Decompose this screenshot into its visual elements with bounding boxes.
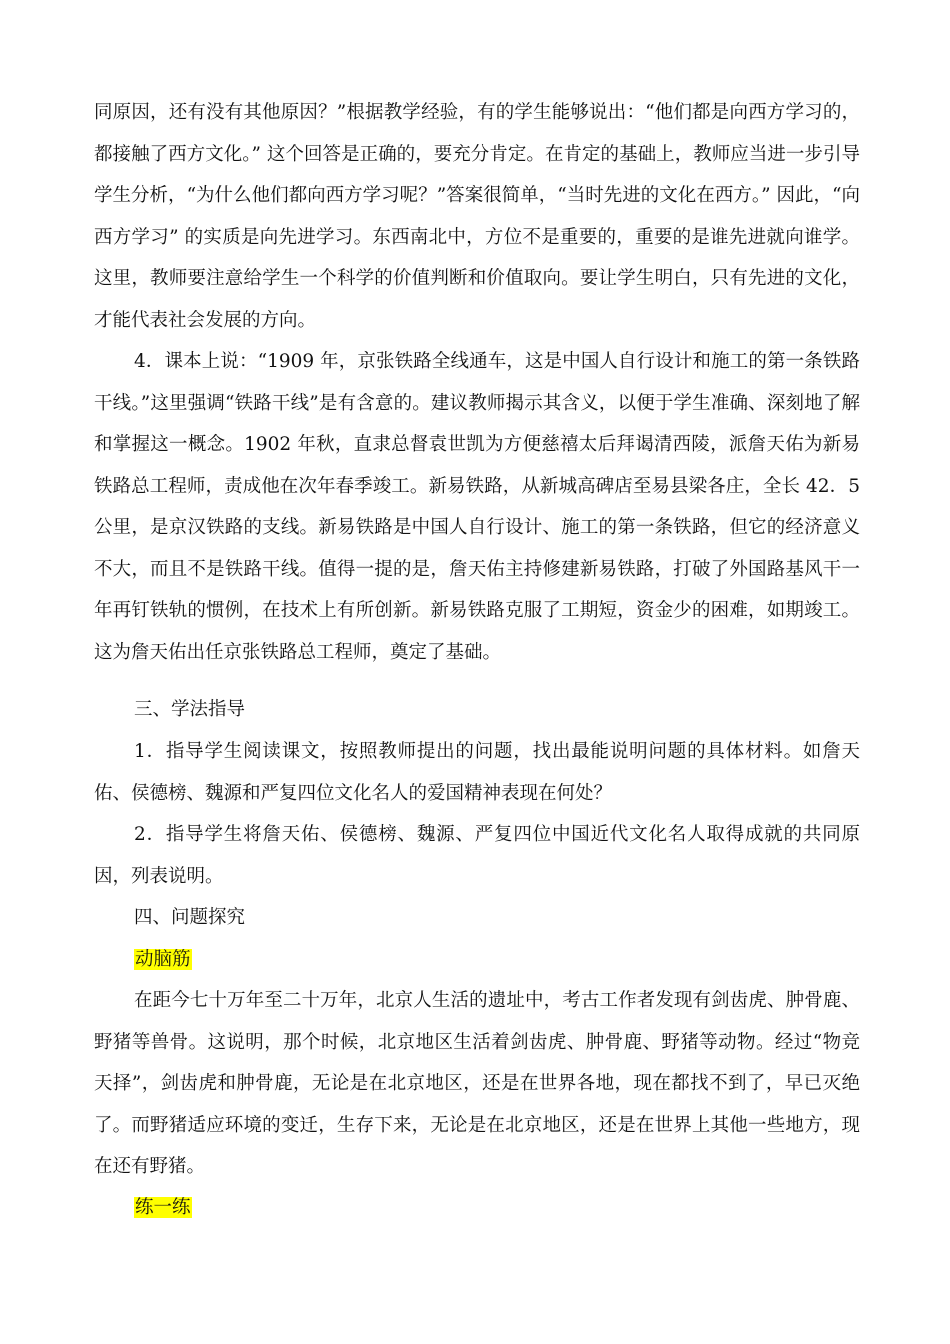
paragraph-study-guide-2: 2．指导学生将詹天佑、侯德榜、魏源、严复四位中国近代文化名人取得成就的共同原因，列表说明。 [94, 824, 860, 887]
label-practice [134, 1187, 192, 1229]
highlight-think: 动脑筋 [135, 949, 191, 970]
highlight-practice: 练一练 [135, 1197, 191, 1218]
paragraph-study-guide-1: 1．指导学生阅读课文，按照教师提出的问题，找出最能说明问题的具体材料。如詹天佑、侯德榜、魏源和严复四位文化名人的爱国精神表现在何处？ [94, 741, 860, 804]
section-heading-inquiry: 四、问题探究 [134, 907, 246, 928]
paragraph-railway-trunk-line: 4．课本上说：“1909 年，京张铁路全线通车，这是中国人自行设计和施工的第一条铁路干线。”这里强调“铁路干线”是有含意的。建议教师揭示其含义，以便于学生准确、深刻地了解和掌握这一概念。1902 年秋，直隶总督袁世凯为方便慈禧太后拜谒清西陵，派詹天佑为新易铁路总工程师，责成他在次年春季竣工。新易铁路，从新城高碑店至易县梁各庄，全长 42．5 公里，是京汉铁路的支线。新易铁路是中国人自行设计、施工的第一条铁路，但它的经济意义不大，而且不是铁路干线。值得一提的是，詹天佑主持修建新易铁路，打破了外国路基风干一年再钉铁轨的惯例，在技术上有所创新。新易铁路克服了工期短，资金少的困难，如期竣工。这为詹天佑出任京张铁路总工程师，奠定了基础。 [94, 351, 860, 663]
label-think [134, 939, 192, 981]
paragraph-beijing-man-fauna: 在距今七十万年至二十万年，北京人生活的遗址中，考古工作者发现有剑齿虎、肿骨鹿、野猪等兽骨。这说明，那个时候，北京地区生活着剑齿虎、肿骨鹿、野猪等动物。经过“物竞天择”，剑齿虎和肿骨鹿，无论是在北京地区，还是在世界各地，现在都找不到了，早已灭绝了。而野猪适应环境的变迁，生存下来，无论是在北京地区，还是在世界上其他一些地方，现在还有野猪。 [94, 990, 860, 1177]
section-heading-study-guide: 三、学法指导 [134, 699, 246, 720]
paragraph-western-learning: 同原因，还有没有其他原因？”根据教学经验，有的学生能够说出：“他们都是向西方学习的，都接触了西方文化。” 这个回答是正确的，要充分肯定。在肯定的基础上，教师应当进一步引导学生分析，“为什么他们都向西方学习呢？”答案很简单，“当时先进的文化在西方。” 因此，“向西方学习” 的实质是向先进学习。东西南北中，方位不是重要的，重要的是谁先进就向谁学。这里，教师要注意给学生一个科学的价值判断和价值取向。要让学生明白，只有先进的文化，才能代表社会发展的方向。 [94, 102, 860, 331]
